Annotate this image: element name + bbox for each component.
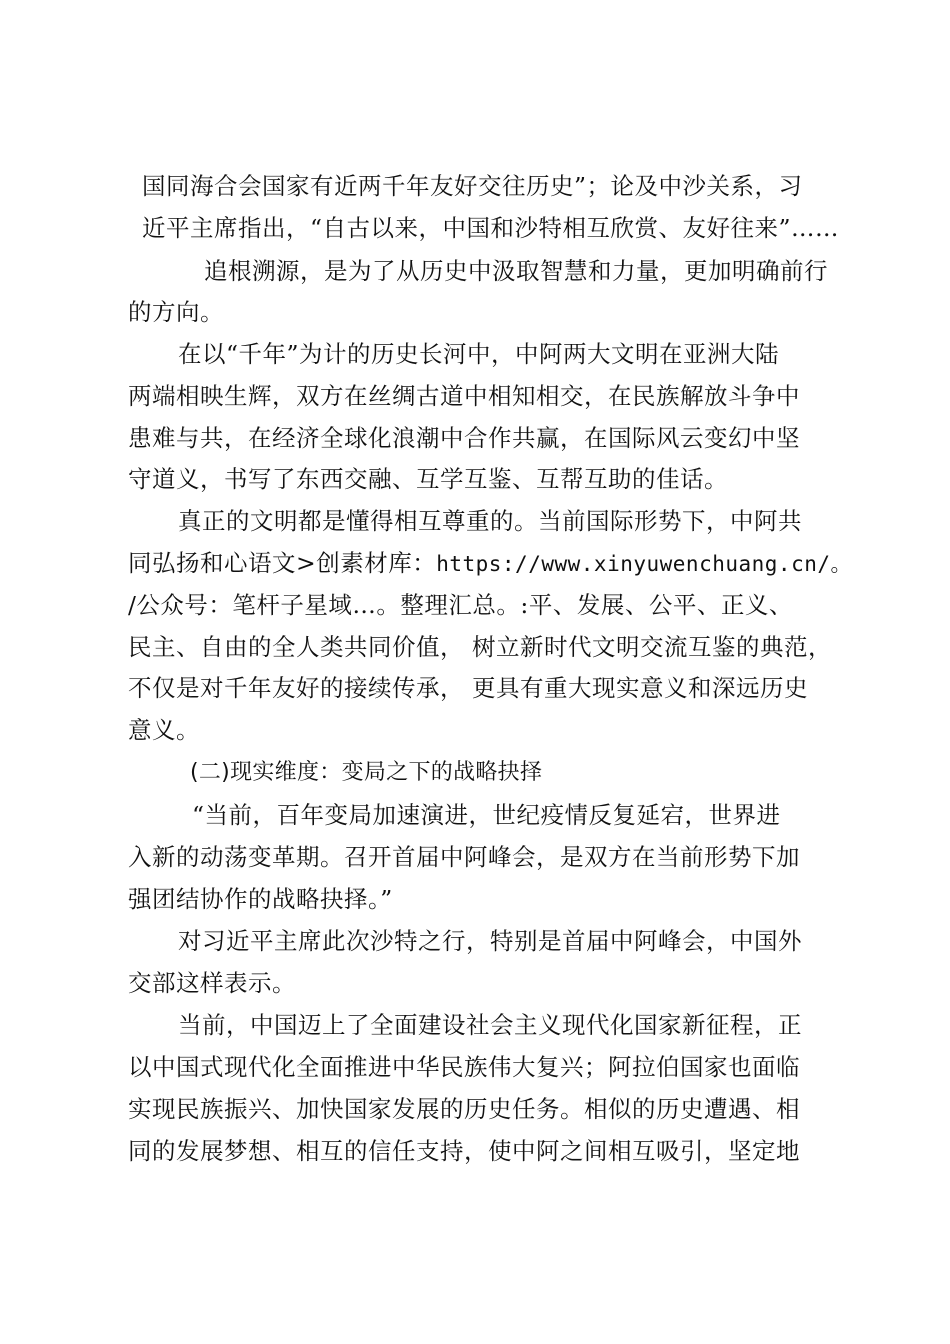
text-line: 意义。	[128, 716, 200, 744]
text-line: 守道义，书写了东西交融、互学互鉴、互帮互助的佳话。	[128, 465, 728, 493]
text-line: 对习近平主席此次沙特之行，特别是首届中阿峰会，中国外	[178, 927, 802, 955]
text-line: 追根溯源，是为了从历史中汲取智慧和力量，更加明确前行	[204, 257, 828, 285]
text-line: 的方向。	[128, 298, 224, 326]
text-line: 不仅是对千年友好的接续传承， 更具有重大现实意义和深远历史	[128, 674, 808, 702]
text-line: 两端相映生辉，双方在丝绸古道中相知相交，在民族解放斗争中	[128, 382, 800, 410]
text-line: /公众号：笔杆子星域…。整理汇总。:平、发展、公平、正义、	[128, 591, 793, 619]
text-line: 当前，中国迈上了全面建设社会主义现代化国家新征程，正	[178, 1011, 802, 1039]
text-line: 患难与共，在经济全球化浪潮中合作共赢，在国际风云变幻中坚	[128, 424, 800, 452]
text-line: 入新的动荡变革期。召开首届中阿峰会，是双方在当前形势下加	[128, 843, 800, 871]
text-line: 在以“千年”为计的历史长河中，中阿两大文明在亚洲大陆	[178, 340, 780, 368]
section-heading: (二)现实维度：变局之下的战略抉择	[190, 760, 543, 785]
text-line: 交部这样表示。	[128, 969, 296, 997]
text-line: 同的发展梦想、相互的信任支持，使中阿之间相互吸引，坚定地	[128, 1137, 800, 1165]
text-line: “当前，百年变局加速演进，世纪疫情反复延宕，世界进	[192, 801, 781, 829]
text-line: 以中国式现代化全面推进中华民族伟大复兴；阿拉伯国家也面临	[128, 1053, 800, 1081]
text-line: 民主、自由的全人类共同价值， 树立新时代文明交流互鉴的典范，	[128, 633, 832, 661]
url-text: https://www.xinyuwenchuang.cn/。	[436, 552, 852, 576]
text-line: 实现民族振兴、加快国家发展的历史任务。相似的历史遭遇、相	[128, 1095, 800, 1123]
text-line: 国同海合会国家有近两千年友好交往历史”；论及中沙关系，习	[142, 172, 803, 200]
text-segment: 同弘扬和心语文>创素材库：	[128, 549, 437, 577]
text-line: 近平主席指出，“自古以来，中国和沙特相互欣赏、友好往来”……	[142, 214, 840, 242]
text-line-with-url	[128, 547, 852, 580]
text-line: 强团结协作的战略抉择。”	[128, 885, 393, 913]
text-line: 真正的文明都是懂得相互尊重的。当前国际形势下，中阿共	[178, 507, 802, 535]
